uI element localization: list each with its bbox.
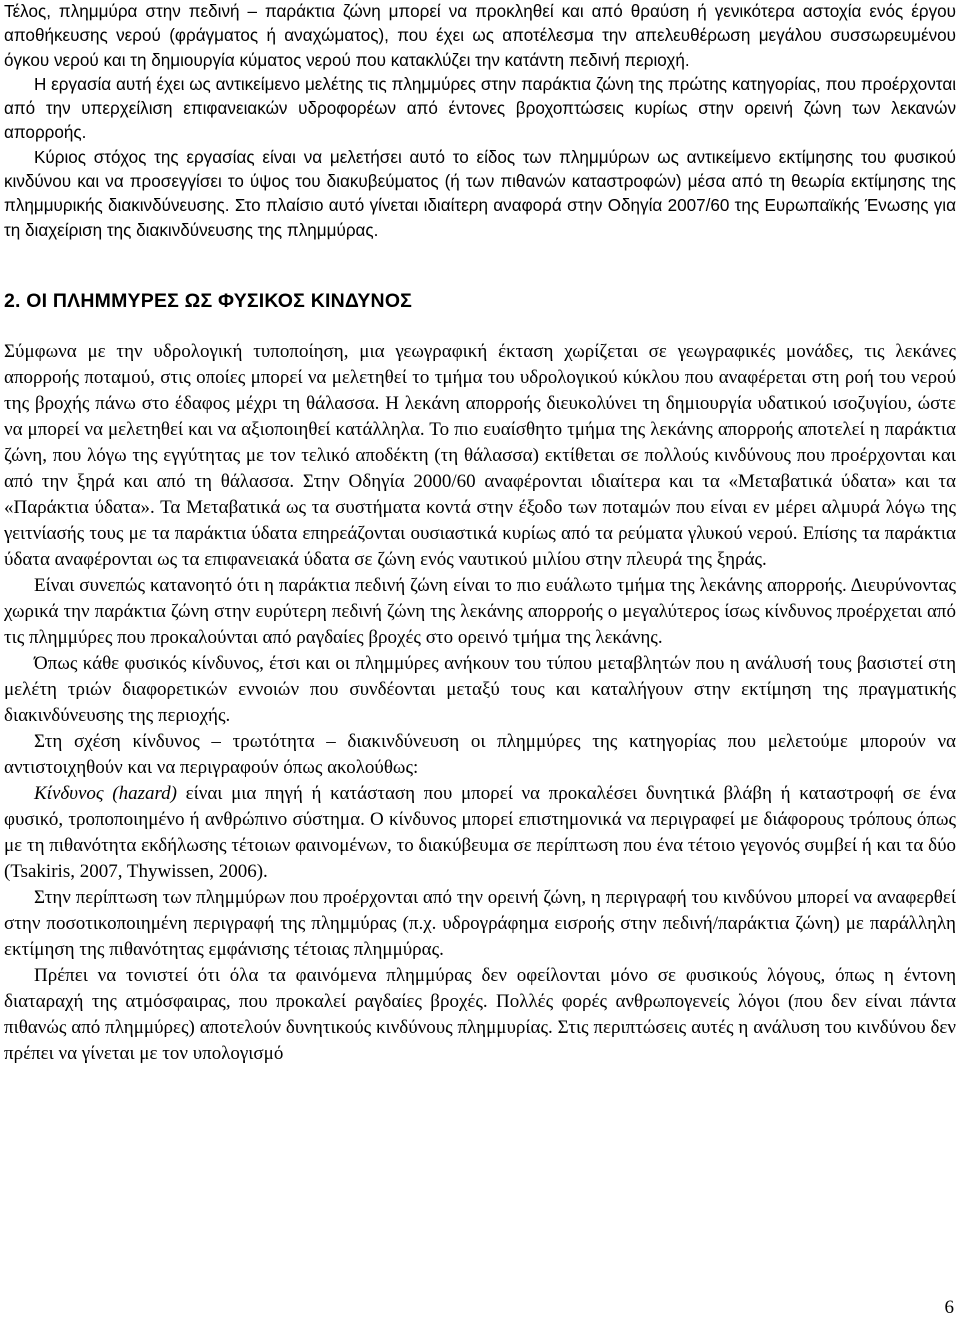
paragraph: Πρέπει να τονιστεί ότι όλα τα φαινόμενα πλημμύρας δεν οφείλονται μόνο σε φυσικούς λόγους, όπως η έντονη διαταραχή της ατμόσφαιρας, που προκαλεί ραγδαίες βροχές. Πολλές φορές ανθρωπογενείς λόγοι (που δεν είναι πάντα πιθανώς από πλημμύρες) αποτελούν δυνητικούς κινδύνους πλημμυρίας. Στις περιπτώσεις αυτές η ανάλυση του κινδύνου δεν πρέπει να γίνεται με τον υπολογισμό bbox=[4, 964, 956, 1064]
document-page bbox=[4, 0, 956, 1067]
paragraph: Στη σχέση κίνδυνος – τρωτότητα – διακινδύνευση οι πλημμύρες της κατηγορίας που μελετούμε μπορούν να αντιστοιχηθούν και να περιγραφούν όπως ακολούθως: bbox=[4, 730, 956, 778]
paragraph: Σύμφωνα με την υδρολογική τυποποίηση, μια γεωγραφική έκταση χωρίζεται σε γεωγραφικές μονάδες, τις λεκάνες απορροής ποταμού, στις οποίες μπορεί να μελετηθεί το τμήμα του υδρολογικού κύκλου που αναφέρεται στη ροή του νερού της βροχής πάνω στο έδαφος μέχρι τη θάλασσα. Η λεκάνη απορροής διευκολύνει τη δημιουργία υδατικού ισοζυγίου, ώστε να μπορεί να μελετηθεί και να αξιοποιηθεί κατάλληλα. Το πιο ευαίσθητο τμήμα της λεκάνης απορροής αποτελεί η παράκτια ζώνη, που λόγω της εγγύτητας με τον τελικό αποδέκτη (τη θάλασσα) εκτίθεται σε πολλούς κινδύνους που προέρχονται και από την ξηρά και από τη θάλασσα. Στην Οδηγία 2000/60 αναφέρονται ιδιαίτερα και τα «Μεταβατικά ύδατα» και τα «Παράκτια ύδατα». Τα Μεταβατικά ως τα συστήματα κοντά στην έξοδο των ποταμών που είναι εν μέρει αλμυρά λόγω της γειτνίασής τους με τα παράκτια ύδατα επηρεάζονται ουσιαστικά κυρίως από τα ρεύματα γλυκού νερού. Επίσης τα παράκτια ύδατα αναφέρονται ως τα επιφανειακά ύδατα σε ζώνη ενός ναυτικού μιλίου στην πλευρά της ξηράς. bbox=[4, 340, 956, 570]
page-number: 6 bbox=[944, 1297, 954, 1318]
section-heading: 2. ΟΙ ΠΛΗΜΜΥΡΕΣ ΩΣ ΦΥΣΙΚΟΣ ΚΙΝΔΥΝΟΣ bbox=[4, 289, 413, 312]
paragraph: Όπως κάθε φυσικός κίνδυνος, έτσι και οι πλημμύρες ανήκουν του τύπου μεταβλητών που η ανάλυσή τους βασιστεί στη μελέτη τριών διαφορετικών εννοιών που συνδέονται μεταξύ τους και καταλήγουν στην εκτίμηση της πραγματικής διακινδύνευσης της περιοχής. bbox=[4, 652, 956, 726]
hazard-term: Κίνδυνος (hazard) bbox=[34, 782, 177, 804]
paragraph: Η εργασία αυτή έχει ως αντικείμενο μελέτης τις πλημμύρες στην παράκτια ζώνη της πρώτης κατηγορίας, που προέρχονται από την υπερχείλιση επιφανειακών υδροφορέων από έντονες βροχοπτώσεις κυρίως στην ορεινή ζώνη των λεκανών απορροής. bbox=[4, 74, 956, 143]
paragraph: Κύριος στόχος της εργασίας είναι να μελετήσει αυτό το είδος των πλημμύρων ως αντικείμενο εκτίμησης του φυσικού κινδύνου και να προσεγγίσει το ύψος του διακυβεύματος (ή των πιθανών καταστροφών) μέσα από τη θεωρία εκτίμησης της πλημμυρικής διακινδύνευσης. Στο πλαίσιο αυτό γίνεται ιδιαίτερη αναφορά στην Οδηγία 2007/60 της Ευρωπαϊκής Ένωσης για τη διαχείριση της διακινδύνευσης της πλημμύρας. bbox=[4, 147, 956, 240]
paragraph: Τέλος, πλημμύρα στην πεδινή – παράκτια ζώνη μπορεί να προκληθεί και από θραύση ή γενικότερα αστοχία ενός έργου αποθήκευσης νερού (φράγματος ή αναχώματος), που έχει ως αποτέλεσμα την απελευθέρωση μεγάλου συσσωρευμένου όγκου νερού και τη δημιουργία κύματος νερού που κατακλύζει την κατάντη πεδινή περιοχή. bbox=[4, 2, 956, 70]
paragraph: Είναι συνεπώς κατανοητό ότι η παράκτια πεδινή ζώνη είναι το πιο ευάλωτο τμήμα της λεκάνης απορροής. Διευρύνοντας χωρικά την παράκτια ζώνη στην ευρύτερη πεδινή ζώνη της λεκάνης απορροής ο μεγαλύτερος ίσως κίνδυνος προέρχεται από τις πλημμύρες που προκαλούνται από ραγδαίες βροχές στο ορεινό τμήμα της λεκάνης. bbox=[4, 574, 956, 648]
paragraph: Στην περίπτωση των πλημμύρων που προέρχονται από την ορεινή ζώνη, η περιγραφή του κινδύνου μπορεί να αναφερθεί στην ποσοτικοποιημένη περιγραφή της πλημμύρας (π.χ. υδρογράφημα εισροής στην πεδινή/παράκτια ζώνη) με παράλληλη εκτίμηση της πιθανότητας εμφάνισης τέτοιας πλημμύρας. bbox=[4, 886, 956, 960]
paragraph-hazard-definition bbox=[4, 781, 956, 885]
hazard-definition-text: είναι μια πηγή ή κατάσταση που μπορεί να προκαλέσει δυνητικά βλάβη ή καταστροφή σε ένα φυσικό, τροποποιημένο ή ανθρώπινο σύστημα. Ο κίνδυνος μπορεί επιστημονικά να περιγραφεί με διάφορους τρόπους όπως με τη πιθανότητα εκδήλωσης τέτοιων φαινομένων, το διακύβευμα σε περίπτωση που ένα τέτοιο γεγονός συμβεί ή και τα δύο (Tsakiris, 2007, Thywissen, 2006). bbox=[4, 782, 956, 882]
